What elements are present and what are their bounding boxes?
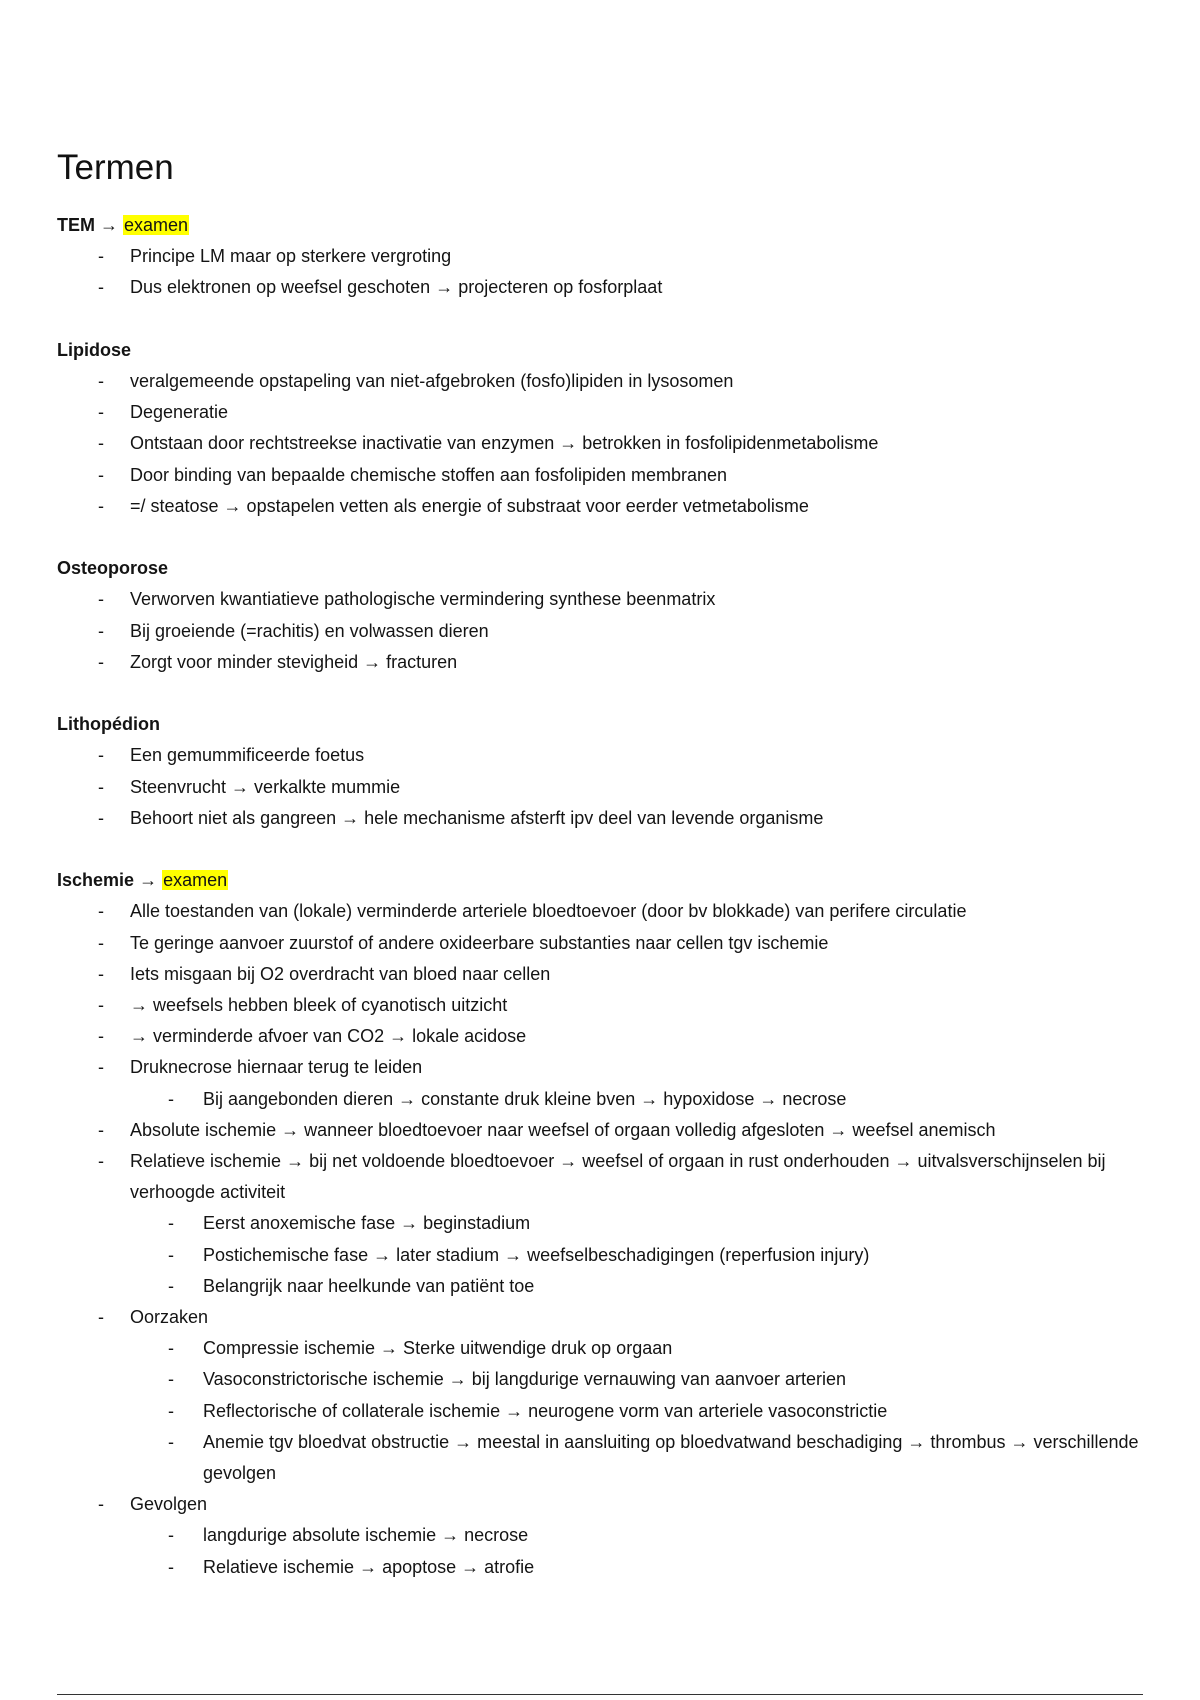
bullet-list	[57, 584, 1157, 678]
section-lipidose	[57, 335, 1157, 522]
heading-text: Lipidose	[57, 339, 132, 360]
section-ischemie	[57, 865, 1157, 1583]
sub-list	[130, 1084, 1157, 1115]
bullet-list	[57, 896, 1157, 1582]
list-item	[57, 1146, 1157, 1302]
list-item: - Ontstaan door rechtstreekse inactivatie van enzymen → betrokken in fosfolipidenmetabolisme	[57, 428, 1157, 459]
sub-list-item: - Eerst anoxemische fase → beginstadium	[130, 1208, 1157, 1239]
list-item	[57, 959, 1157, 990]
list-item-text: Te geringe aanvoer zuurstof of andere oxideerbare substanties naar cellen tgv ischemie	[130, 932, 829, 953]
section-heading-tem	[57, 210, 1157, 241]
sub-list-item: - Compressie ischemie → Sterke uitwendige druk op orgaan	[130, 1333, 1157, 1364]
section-heading-ischemie	[57, 865, 1157, 896]
heading-text: TEM	[57, 215, 95, 235]
list-item-text: → weefsels hebben bleek of cyanotisch uitzicht	[130, 994, 508, 1015]
arrow-icon: →	[139, 870, 158, 891]
bullet-list	[57, 241, 1157, 303]
list-item: - Steenvrucht → verkalkte mummie	[57, 772, 1157, 803]
bullet-list	[57, 366, 1157, 522]
sub-list-item: - Bij aangebonden dieren → constante druk kleine bven → hypoxidose → necrose	[130, 1084, 1157, 1115]
exam-highlight: examen	[124, 215, 189, 235]
list-item-text: Absolute ischemie → wanneer bloedtoevoer naar weefsel of orgaan volledig afgesloten → weefsel anemisch	[130, 1119, 996, 1140]
list-item: - Verworven kwantiatieve pathologische vermindering synthese beenmatrix	[57, 584, 1157, 615]
list-item: - veralgemeende opstapeling van niet-afgebroken (fosfo)lipiden in lysosomen	[57, 366, 1157, 397]
list-item	[57, 1052, 1157, 1114]
list-item: - Door binding van bepaalde chemische stoffen aan fosfolipiden membranen	[57, 460, 1157, 491]
list-item-text: Druknecrose hiernaar terug te leiden	[130, 1057, 423, 1078]
sub-list-item: - langdurige absolute ischemie → necrose	[130, 1520, 1157, 1551]
sub-list-item: - Belangrijk naar heelkunde van patiënt toe	[130, 1271, 1157, 1302]
list-item	[57, 1302, 1157, 1489]
list-item: - Een gemummificeerde foetus	[57, 740, 1157, 771]
arrow-icon: →	[100, 215, 119, 235]
heading-text: Ischemie	[57, 870, 135, 891]
sub-list	[130, 1333, 1157, 1489]
sub-list-item: - Vasoconstrictorische ischemie → bij langdurige vernauwing van aanvoer arterien	[130, 1364, 1157, 1395]
list-item-text: Gevolgen	[130, 1494, 208, 1515]
list-item-text: Alle toestanden van (lokale) verminderde arteriele bloedtoevoer (door bv blokkade) van perifere circulatie	[130, 901, 967, 922]
exam-highlight: examen	[163, 870, 228, 891]
list-item: - Principe LM maar op sterkere vergroting	[57, 241, 1157, 272]
list-item: - Bij groeiende (=rachitis) en volwassen dieren	[57, 616, 1157, 647]
list-item-text: → verminderde afvoer van CO2 → lokale acidose	[130, 1026, 527, 1047]
list-item	[57, 928, 1157, 959]
list-item: - Zorgt voor minder stevigheid → fracturen	[57, 647, 1157, 678]
section-osteoporose	[57, 553, 1157, 678]
sub-list-item: - Anemie tgv bloedvat obstructie → meestal in aansluiting op bloedvatwand beschadiging → thrombus → verschillende gevolgen	[130, 1427, 1157, 1489]
list-item-text: Iets misgaan bij O2 overdracht van bloed naar cellen	[130, 963, 551, 984]
list-item	[57, 896, 1157, 927]
list-item: - Dus elektronen op weefsel geschoten → projecteren op fosforplaat	[57, 272, 1157, 303]
list-item	[57, 1115, 1157, 1146]
sub-list	[130, 1520, 1157, 1582]
bullet-list	[57, 740, 1157, 834]
list-item	[57, 1021, 1157, 1052]
section-heading-lipidose	[57, 335, 1157, 366]
list-item	[57, 1489, 1157, 1583]
list-item: - Behoort niet als gangreen → hele mechanisme afsterft ipv deel van levende organisme	[57, 803, 1157, 834]
page-title: Termen	[57, 148, 174, 187]
sub-list-item: - Postichemische fase → later stadium → weefselbeschadigingen (reperfusion injury)	[130, 1240, 1157, 1271]
list-item-text: Relatieve ischemie → bij net voldoende bloedtoevoer → weefsel of orgaan in rust onderhouden → uitvalsverschijnselen bij verhoogde activiteit	[130, 1150, 1106, 1203]
section-lithopedion	[57, 709, 1157, 834]
list-item	[57, 990, 1157, 1021]
section-tem	[57, 210, 1157, 304]
heading-text: Lithopédion	[57, 714, 160, 735]
list-item: - Degeneratie	[57, 397, 1157, 428]
heading-text: Osteoporose	[57, 558, 169, 579]
list-item-text: Oorzaken	[130, 1306, 209, 1327]
list-item: - =/ steatose → opstapelen vetten als energie of substraat voor eerder vetmetabolisme	[57, 491, 1157, 522]
section-heading-osteoporose	[57, 553, 1157, 584]
sub-list-item: - Relatieve ischemie → apoptose → atrofie	[130, 1552, 1157, 1583]
footer-rule	[57, 1694, 1143, 1695]
section-heading-lithopedion	[57, 709, 1157, 740]
sub-list-item: - Reflectorische of collaterale ischemie → neurogene vorm van arteriele vasoconstrictie	[130, 1396, 1157, 1427]
sub-list	[130, 1208, 1157, 1302]
document-content	[57, 148, 1157, 1583]
